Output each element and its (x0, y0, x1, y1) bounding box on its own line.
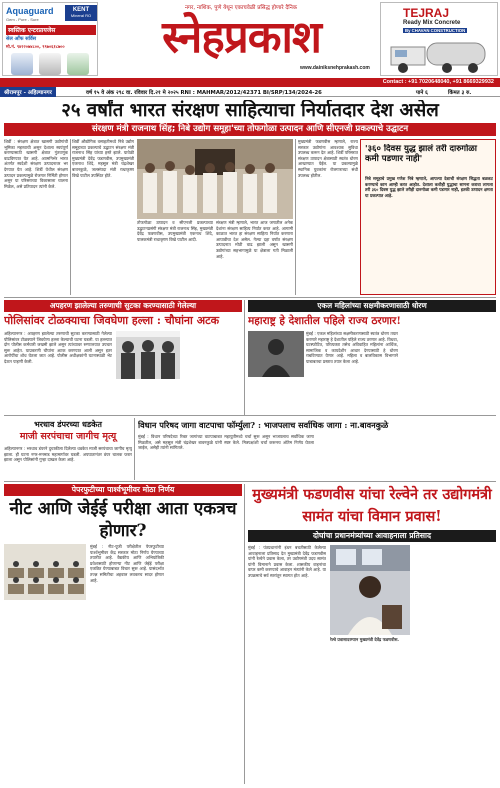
mixer-truck-image (387, 37, 493, 75)
masthead (0, 0, 500, 78)
divider (295, 139, 296, 295)
dateline-info: वर्ष १५ वे अंक २९८ वा. रविवार दि.२१ मे २०२५ RNI : MAHMAR/2012/42371 BI/SRP/134/2024-26 (86, 90, 322, 96)
story4-kicker: भरधाव डंपरच्या धडकेत (34, 419, 102, 429)
lead-photo (137, 139, 293, 219)
dateline-bar (0, 87, 500, 97)
tejraj-logo: TEJRAJ (403, 6, 450, 20)
story5-body-col2 (318, 434, 496, 478)
lead-col2: शिर्डी औद्योगिक वसाहतीमध्ये निबे उद्योग समूहाच्या प्रकल्पाचे उद्घाटन संरक्षण मंत्री राजनाथ सिंह यांच्या हस्ते झाले. यावेळी मुख्यमंत्री देवेंद्र फडणवीस, उपमुख्यमंत्री एकनाथ शिंदे, महसूल मंत्री चंद्रशेखर बावनकुळे, जलसंपदा मंत्री राधाकृष्ण विखे पाटील उपस्थित होते. (72, 139, 134, 178)
story6-body: मुंबई : नीट-यूजी परीक्षेतील पेपरफुटीच्या पार्श्वभूमीवर केंद्र सरकार मोठा निर्णय घेण्याच्या तयारीत आहे. वैद्यकीय आणि अभियांत्रिकी प्रवेशासाठी होणाऱ्या नीट आणि जेईई परीक्षा एकत्रित घेण्याबाबत विचार सुरू आहे. यासंदर्भात तज्ज्ञ समितीचा अहवाल लवकरच सादर होणार आहे. (90, 544, 164, 583)
shop-service: सेल आँफ सर्विस (6, 36, 37, 42)
story7-headline: मुख्यमंत्री फडणवीस यांचा रेल्वेने तर उद्योगमंत्री सामंत यांचा विमान प्रवास! (252, 486, 492, 525)
kent-logo (65, 5, 97, 21)
dateline-pages: पाने ६ (416, 90, 428, 96)
tejraj-by: By CHAVAN CONSTRUCTION (405, 28, 466, 33)
newspaper-title: स्नेहप्रकाश (162, 12, 321, 63)
story2-body: अहिल्यानगर : अपहरण झालेल्या तरुणाची सुटका करण्यासाठी गेलेल्या पोलिसांवर टोळक्याने जिवघेणा हल्ला केल्याची घटना घडली. या हल्ल्यात दोन पोलीस कर्मचारी जखमी झाले असून त्यांच्यावर रुग्णालयात उपचार सुरू आहेत. याप्रकरणी चौघांना अटक करण्यात आली असून इतर आरोपींचा शोध घेतला जात आहे. पोलीस अधीक्षकांनी घटनास्थळी भेट देऊन पाहणी केली. (4, 331, 112, 364)
divider (244, 484, 245, 784)
purifier-image-3 (67, 53, 89, 75)
story6-photo (4, 544, 86, 600)
divider (134, 418, 135, 480)
masthead-contact-strip (0, 78, 500, 87)
story2-photo (116, 331, 180, 379)
lead-subhead: संरक्षण मंत्री राजनाथ सिंह; निबे उद्योग समूहा'च्या तोफगोळा उत्पादन आणि सीएनजी प्रकल्पाचे उद्घाटन (4, 123, 496, 136)
sidebar-text: निबे समूहाचे प्रमुख गणेश निबे म्हणाले, आपल्या देशाची संरक्षण सिद्धता बळकट करण्याचे काम आम्ही करत आहोत. देशाला कधीही युद्धाचा सामना करावा लागला तरी ३६० दिवस युद्ध झाले तरीही दारुगोळा कमी पडणार नाही, इतकी उत्पादन क्षमता या प्रकल्पात आहे. (365, 176, 493, 198)
ad-contact: Contact : +91 7020648040, +91 8669329932 (382, 79, 494, 85)
masthead-tagline: नगर, नाशिक, पुणे येथून एकाचवेळी प्रसिद्ध होणारे दैनिक (185, 5, 297, 11)
story3-photo (248, 331, 304, 377)
story6-body-col1 (4, 602, 86, 782)
lead-sidebar (360, 139, 496, 295)
sidebar-title: '३६० दिवस युद्ध झालं तरी दारुगोळा कमी पडणार नाही' (365, 144, 477, 164)
story7-photo-caption: रेल्वे प्रवासादरम्यान मुख्यमंत्री देवेंद्र फडणवीस. (330, 637, 399, 642)
purifier-image (11, 53, 33, 75)
section-divider (4, 297, 496, 298)
lead-col1: शिर्डी : संरक्षण क्षेत्रात खासगी उद्योगांची भूमिका महत्त्वाची असून देशाला स्वयंपूर्ण करण्यासाठी खासगी क्षेत्रात गुंतवणूक वाढविण्यात येत आहे. आत्मनिर्भर भारत अंतर्गत स्वदेशी संरक्षण उत्पादनावर भर देण्यात येत आहे. शिर्डी येथील संरक्षण उत्पादन प्रकल्पामुळे रोजगार निर्मिती होणार असून या परिसराच्या विकासाला चालना मिळेल, असे प्रतिपादन त्यांनी केले. (4, 139, 68, 189)
section-divider (4, 481, 496, 482)
story5-headline: विधान परिषद जागा वाटपाचा फॉर्म्युला? : भाजपलाच सर्वाधिक जागा : ना.बावनकुळे (138, 420, 389, 430)
aquaguard-tagline: Gem - Pure - Sure (6, 17, 39, 22)
divider (70, 139, 71, 295)
website-url: www.dainiksnehprakash.com (300, 65, 370, 71)
story2-body-cont (116, 381, 180, 413)
left-ad (2, 2, 98, 76)
story3-body-col2 (248, 379, 304, 413)
lead-col4: मुख्यमंत्री फडणवीस म्हणाले, राज्य सरकार उद्योगांना आवश्यक सुविधा उपलब्ध करून देत आहे. शिर्डी परिसरात संरक्षण उत्पादन क्षेत्रासाठी स्वतंत्र धोरण आखण्यात येईल. या प्रकल्पामुळे स्थानिक युवकांना रोजगाराच्या संधी उपलब्ध होतील. (298, 139, 358, 178)
story3-headline: महाराष्ट्र हे देशातील पहिले राज्य ठरणार! (248, 315, 401, 327)
story3-body: मुंबई : एकल महिलांच्या सक्षमीकरणासाठी स्वतंत्र धोरण तयार करणारे महाराष्ट्र हे देशातील पहिले राज्य ठरणार आहे. विधवा, घटस्फोटित, परित्यक्ता तसेच अविवाहित महिलांना आर्थिक, सामाजिक व कायदेशीर आधार देण्यासाठी हे धोरण राबविण्यात येणार आहे. महिला व बालविकास विभागाने याबाबतचा प्रस्ताव तयार केला आहे. (306, 331, 398, 364)
story4-body: अहिल्यानगर : भरधाव डंपरने दुचाकीला दिलेल्या धडकेत माजी सरपंचाचा जागीच मृत्यू झाला. ही घटना नगर-मनमाड महामार्गावर घडली. अपघातानंतर डंपर चालक फरार झाला असून पोलिसांनी गुन्हा दाखल केला आहे. (4, 446, 132, 463)
lead-headline: २५ वर्षांत भारत संरक्षण साहित्याचा निर्यातदार देश असेल (61, 100, 439, 121)
lead-photo-caption: तोफगोळा उत्पादन व सीएनजी प्रकल्पाच्या उद्घाटनप्रसंगी संरक्षण मंत्री राजनाथ सिंह, मुख्यमंत्री देवेंद्र फडणवीस, उपमुख्यमंत्री एकनाथ शिंदे, पालकमंत्री राधाकृष्ण विखे पाटील आदी. (137, 220, 213, 242)
kent-sublabel: Mineral RO (70, 13, 92, 18)
right-ad (380, 2, 498, 76)
section-divider (4, 415, 496, 416)
story6-kicker: पेपरफुटीच्या पार्श्वभूमीवर मोठा निर्णय (4, 484, 242, 496)
story7-body-col3 (414, 545, 496, 782)
story3-kicker: एकल महिलांच्या सक्षमीकरणासाठी धोरण (248, 300, 496, 312)
purifier-image-2 (39, 53, 61, 75)
story7-subhead: दोघांचा प्रधानमंत्र्यांच्या आवाहनाला प्रतिसाद (248, 530, 496, 542)
divider (244, 300, 245, 415)
aquaguard-logo: Aquaguard (6, 6, 54, 16)
kent-label: KENT (72, 7, 90, 13)
story7-photo (330, 545, 410, 635)
story7-body-col2 (330, 655, 410, 782)
story2-body-col3 (182, 331, 242, 413)
story5-body: मुंबई : विधान परिषदेच्या रिक्त जागांच्या वाटपाबाबत महायुतीमध्ये चर्चा सुरू असून भाजपलाच सर्वाधिक जागा मिळतील, असे महसूल मंत्री चंद्रशेखर बावनकुळे यांनी स्पष्ट केले. मित्रपक्षांशी चर्चा करूनच अंतिम निर्णय घेतला जाईल, असेही त्यांनी सांगितले. (138, 434, 314, 451)
story2-kicker: अपहरण झालेल्या तरुणाची सुटका करण्यासाठी गेलेल्या (4, 300, 242, 312)
story2-headline: पोलिसांवर टोळक्याचा जिवघेणा हल्ला : चौघांना अटक (4, 314, 220, 327)
story7-body: मुंबई : पंतप्रधानांनी इंधन बचतीसाठी केलेल्या आवाहनाला प्रतिसाद देत मुख्यमंत्री देवेंद्र फडणवीस यांनी रेल्वेने प्रवास केला, तर उद्योगमंत्री उदय सामंत यांनी विमानाने प्रवास केला. शासकीय वाहनांचा वापर कमी करण्याचे आवाहन मंत्र्यांनी केले आहे. या उपक्रमाचे सर्व स्तरांतून स्वागत होत आहे. (248, 545, 326, 578)
shop-phone: मो.नं. ९४२२०७४८००, ९९७०६१८७०० (6, 45, 65, 50)
dateline-place: श्रीरामपूर - अहिल्यानगर (0, 87, 56, 97)
shop-name: स्वस्तिक एन्टरप्रायजेस (6, 25, 96, 35)
story6-headline: नीट आणि जेईई परीक्षा आता एकत्रच होणार? (9, 499, 237, 541)
story4-headline: माजी सरपंचाचा जागीच मृत्यू (19, 431, 117, 442)
story6-body-col3 (168, 544, 242, 782)
tejraj-sub: Ready Mix Concrete (403, 20, 461, 26)
lead-col3: संरक्षण मंत्री म्हणाले, भारत आज जगातील अनेक देशांना संरक्षण साहित्य निर्यात करत आहे. आगामी काळात भारत हा संरक्षण साहित्य निर्यात करणारा आघाडीचा देश असेल. गेल्या दहा वर्षांत संरक्षण उत्पादनात मोठी वाढ झाली असून खासगी उद्योगांच्या सहभागामुळे या क्षेत्राला गती मिळाली आहे. (216, 220, 293, 259)
dateline-price: किंमत ३ रु. (448, 90, 472, 96)
story3-body-col3 (400, 331, 496, 413)
